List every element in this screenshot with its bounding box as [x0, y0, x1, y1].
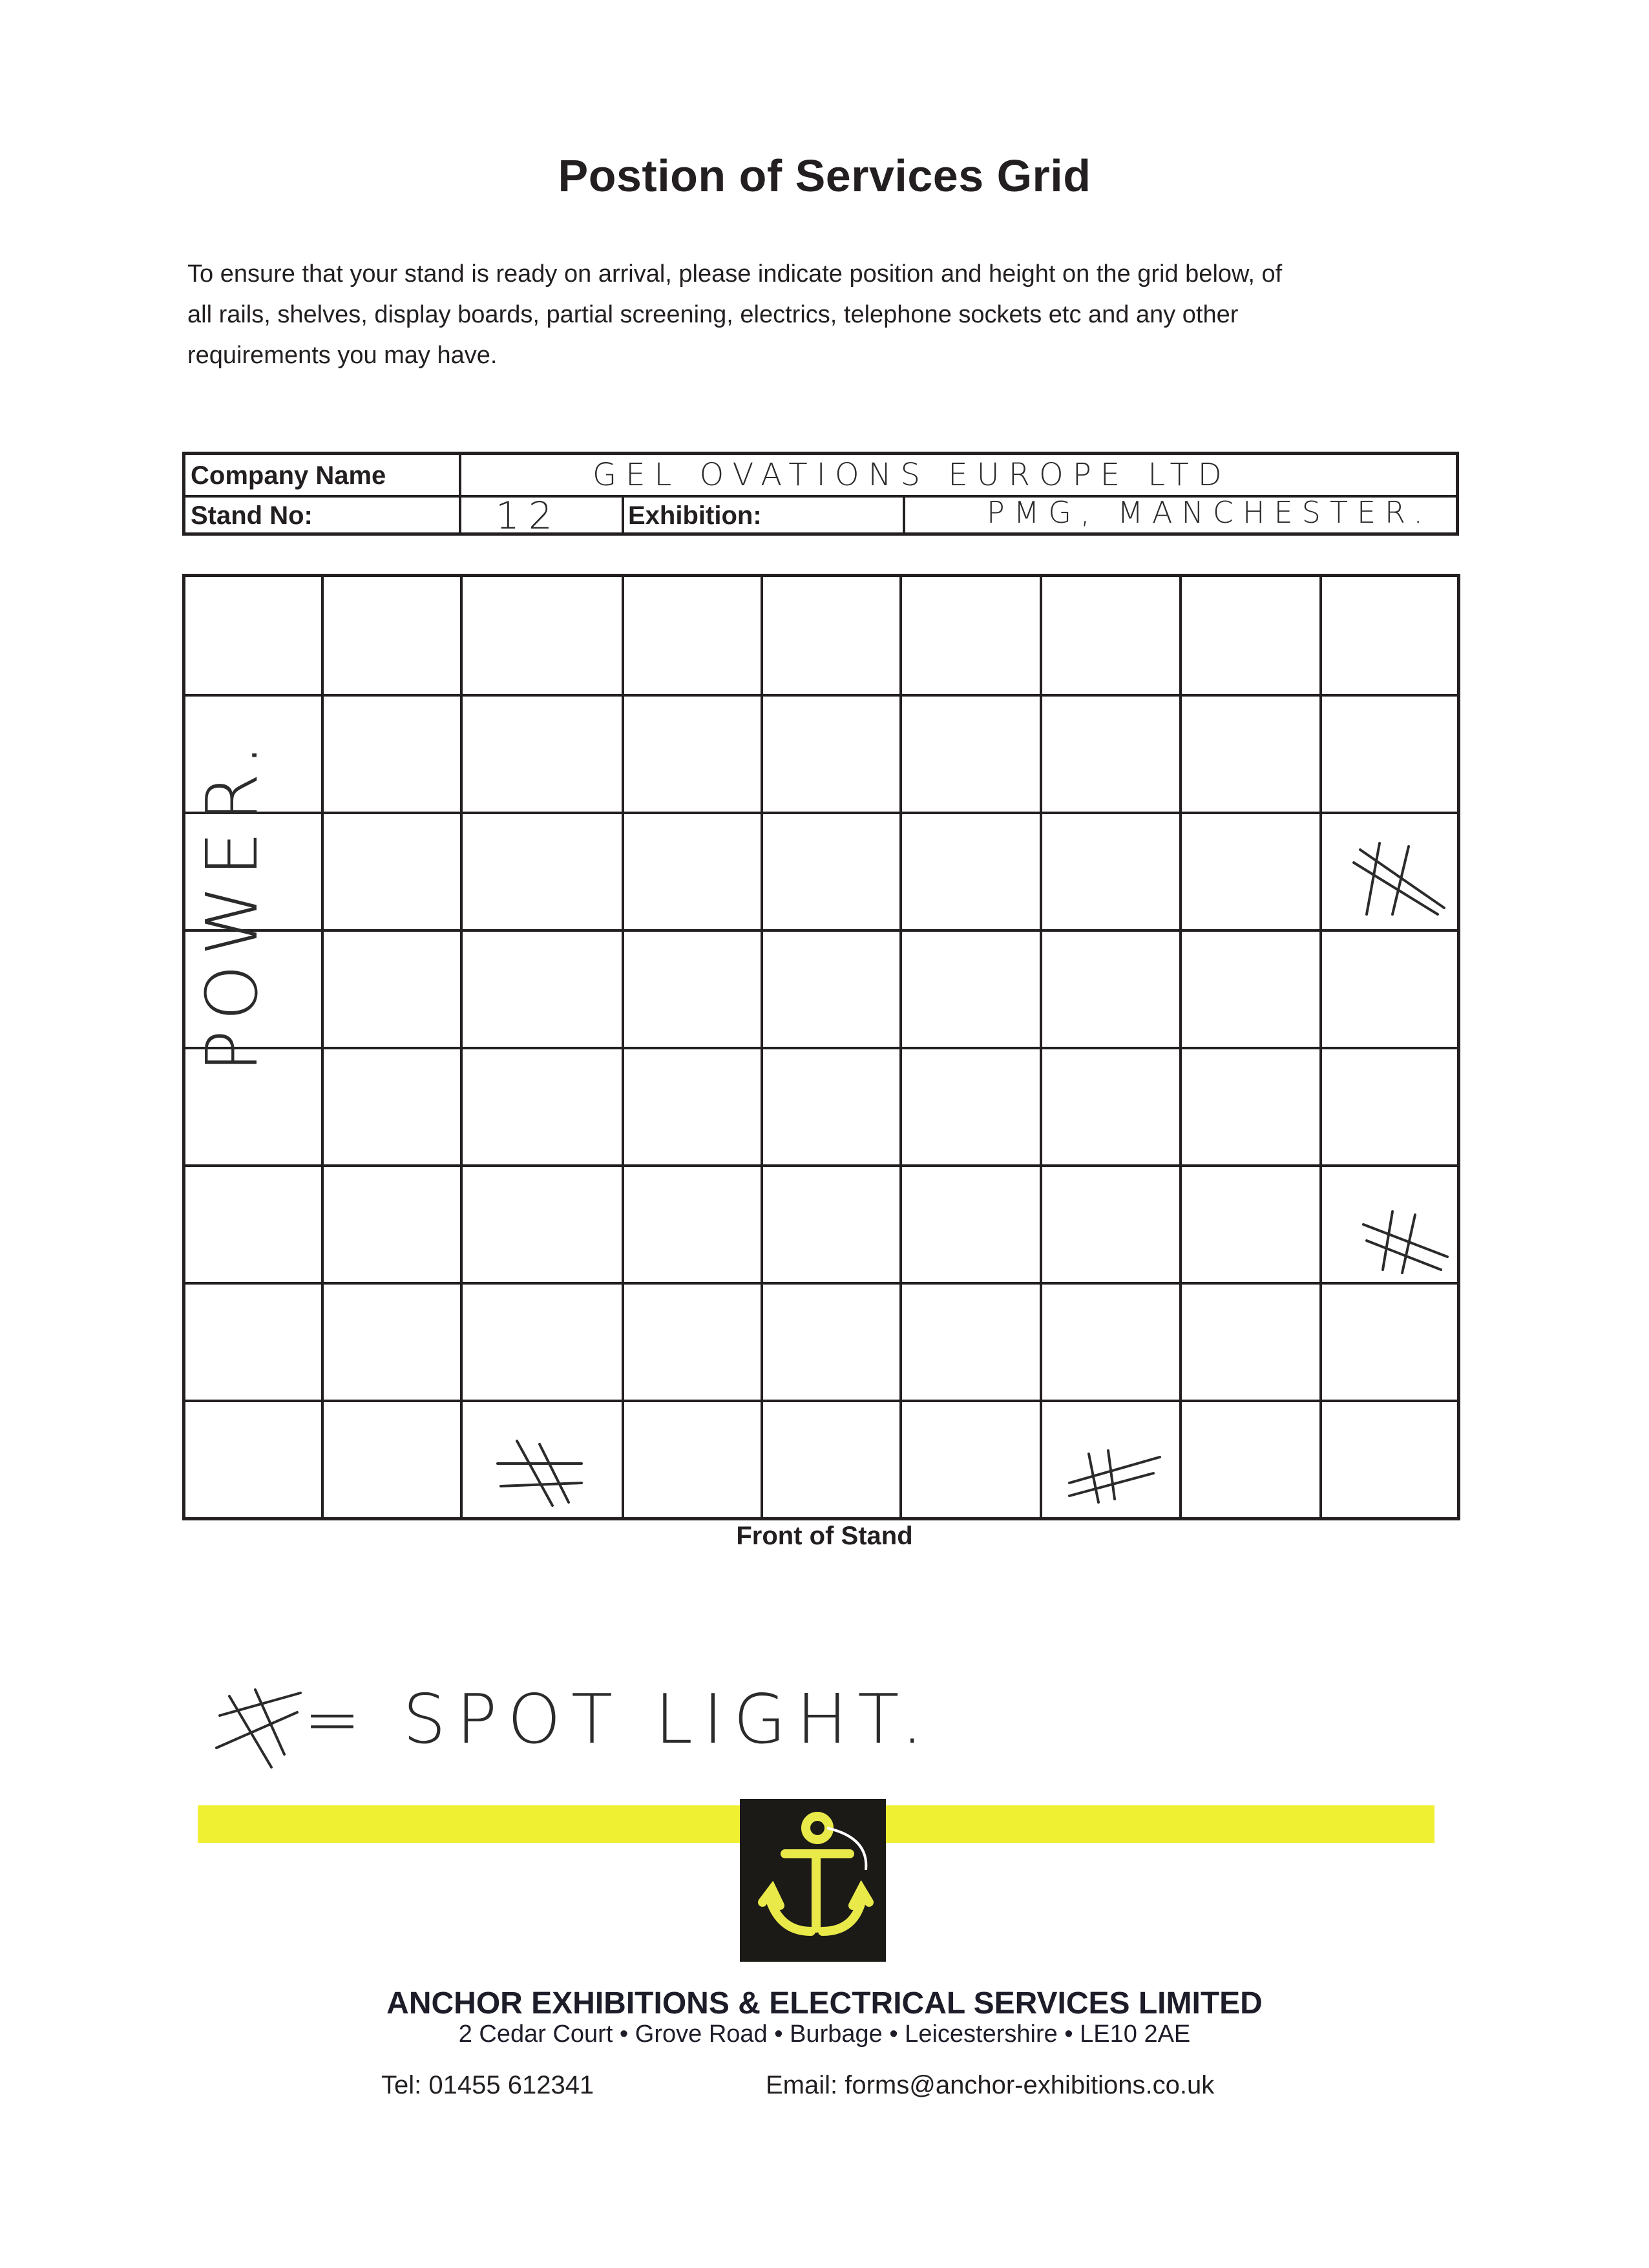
anchor-logo	[740, 1799, 886, 1962]
instructions-line: To ensure that your stand is ready on arrival, please indicate position and height on the grid below, of	[187, 260, 1283, 288]
services-grid[interactable]	[182, 574, 1460, 1520]
form-title: Postion of Services Grid	[558, 151, 1091, 201]
stand-no-label: Stand No:	[191, 501, 313, 530]
instructions	[187, 254, 1467, 376]
stand-info-table	[182, 452, 1459, 536]
spotlight-legend-symbol	[210, 1683, 307, 1774]
stand-exhibition-row	[185, 494, 1456, 538]
spotlight-mark	[1347, 837, 1457, 921]
spotlight-legend: = SPOT LIGHT.	[304, 1680, 934, 1759]
instructions-line: requirements you may have.	[187, 342, 498, 369]
front-of-stand-label: Front of Stand	[736, 1522, 913, 1550]
spotlight-mark	[491, 1438, 588, 1509]
instructions-line: all rails, shelves, display boards, partial screening, electrics, telephone sockets etc and any other	[187, 301, 1239, 328]
spotlight-mark	[1063, 1444, 1166, 1509]
footer-company-name: ANCHOR EXHIBITIONS & ELECTRICAL SERVICES LIMITED	[386, 1986, 1263, 2021]
company-name-row	[185, 455, 1456, 498]
spotlight-mark	[1357, 1205, 1454, 1276]
stand-no-field[interactable]: 12	[496, 494, 562, 538]
footer-email[interactable]: Email: forms@anchor-exhibitions.co.uk	[766, 2071, 1215, 2099]
company-name-label: Company Name	[191, 461, 386, 490]
power-annotation: POWER.	[191, 735, 273, 1073]
company-name-field[interactable]: GEL OVATIONS EUROPE LTD	[593, 457, 1231, 493]
exhibition-field[interactable]: PMG, MANCHESTER.	[987, 495, 1432, 530]
anchor-icon	[740, 1799, 886, 1962]
footer-telephone: Tel: 01455 612341	[381, 2071, 594, 2099]
exhibition-label: Exhibition:	[628, 501, 762, 530]
footer-address: 2 Cedar Court • Grove Road • Burbage • Leicestershire • LE10 2AE	[458, 2021, 1191, 2048]
